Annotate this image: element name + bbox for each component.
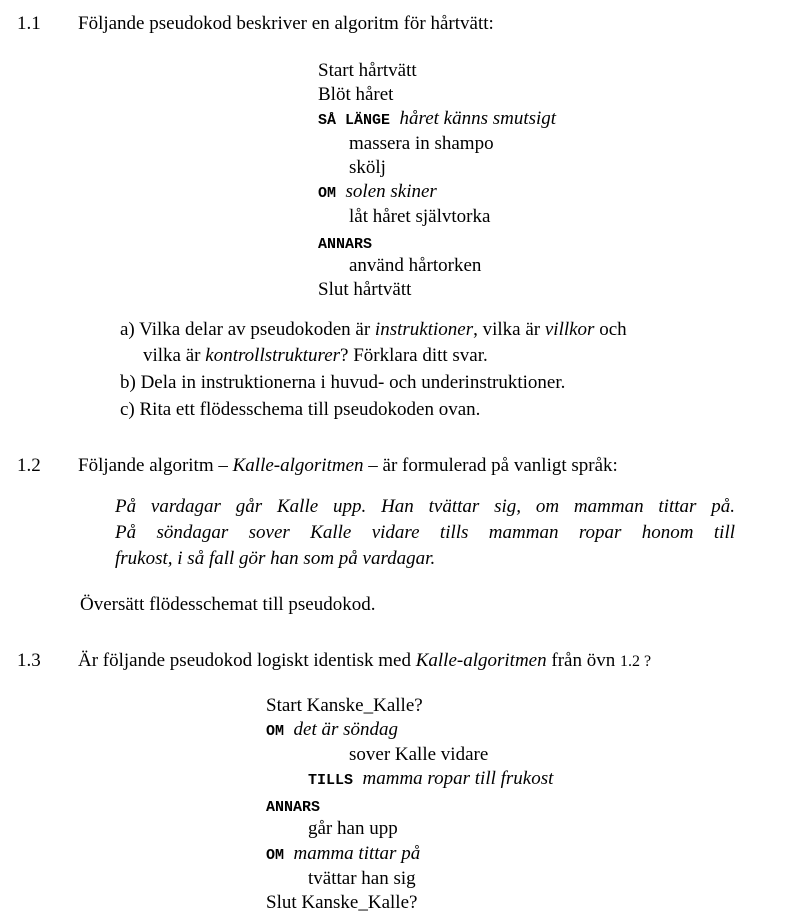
condition-text: solen skiner [345,181,437,202]
question-b: b) Dela in instruktionerna i huvud- och underinstruktioner. [120,372,566,393]
keyword-sa-lange: SÅ LÄNGE [318,112,391,129]
code-line: går han upp [308,818,398,839]
paragraph-line: frukost, i så fall gör han som på vardagar. [115,548,436,569]
code-line-while [318,108,556,130]
code-line: använd hårtorken [349,255,482,276]
text: ? Förklara ditt svar. [340,345,488,366]
code-line-else [318,232,372,254]
condition-text: mamma ropar till frukost [362,768,554,789]
term-instruktioner: instruktioner [374,319,474,340]
paragraph-line: På söndagar sover Kalle vidare tills mamman ropar honom till [115,522,735,543]
code-line: tvättar han sig [308,868,416,889]
code-line: Slut Kanske_Kalle? [266,892,418,913]
keyword-tills: TILLS [308,772,354,789]
code-line-if [318,181,437,203]
text: Är följande pseudokod logiskt identisk med [78,650,416,671]
keyword-om: OM [266,847,285,864]
term-kalle-algoritmen: Kalle-algoritmen [415,650,547,671]
text: a) Vilka delar av pseudokoden är [120,319,375,340]
question-c: c) Rita ett flödesschema till pseudokoden ovan. [120,399,481,420]
code-line: Slut hårtvätt [318,279,412,300]
code-line: låt håret självtorka [349,206,491,227]
code-line: Blöt håret [318,84,394,105]
code-line: Start hårtvätt [318,60,417,81]
condition-text: håret känns smutsigt [399,108,557,129]
section-heading-1-2 [78,455,618,477]
section-heading-1-1: Följande pseudokod beskriver en algoritm för hårtvätt: [78,13,494,34]
text: från övn [546,650,620,671]
term-kontrollstrukturer: kontrollstrukturer [205,345,341,366]
exercise-reference: 1.2 ? [619,653,652,670]
question-a-line2 [143,345,488,367]
code-line: skölj [349,157,386,178]
section-number-1-2: 1.2 [17,455,41,476]
text: – är formulerad på vanligt språk: [363,455,618,476]
condition-text: mamma tittar på [293,843,421,864]
text: Följande algoritm – [78,455,233,476]
term-villkor: villkor [544,319,595,340]
task-1-2: Översätt flödesschemat till pseudokod. [80,594,376,615]
code-line: sover Kalle vidare [349,744,489,765]
text: , vilka är [473,319,545,340]
section-number-1-1: 1.1 [17,13,41,34]
term-kalle-algoritmen: Kalle-algoritmen [232,455,364,476]
keyword-om: OM [318,185,337,202]
question-a-line1 [120,319,627,341]
code-line-if [266,843,420,865]
text: och [594,319,627,340]
keyword-annars: ANNARS [266,799,321,816]
code-line-if [266,719,398,741]
keyword-om: OM [266,723,285,740]
code-line-else [266,795,320,817]
code-line: massera in shampo [349,133,494,154]
kalle-algorithm-paragraph [115,494,735,572]
code-line-until [308,768,553,790]
code-line: Start Kanske_Kalle? [266,695,423,716]
condition-text: det är söndag [293,719,399,740]
text: vilka är [143,345,206,366]
section-number-1-3: 1.3 [17,650,41,671]
keyword-annars: ANNARS [318,236,373,253]
paragraph-line: På vardagar går Kalle upp. Han tvättar sig, om mamman tittar på. [115,496,735,517]
section-heading-1-3 [78,650,651,672]
